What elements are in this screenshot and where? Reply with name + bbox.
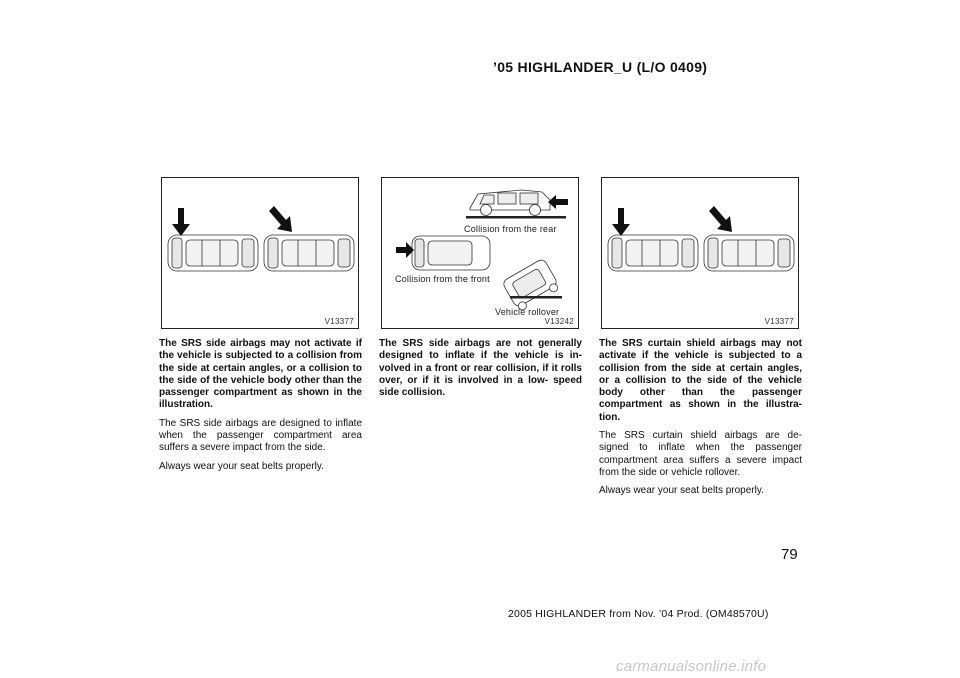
label-rear-collision: Collision from the rear — [464, 224, 557, 234]
figure-code: V13242 — [544, 317, 574, 326]
car-top-view-right — [264, 235, 354, 271]
figure-code: V13377 — [764, 317, 794, 326]
body-paragraph: Always wear your seat belts properly. — [159, 460, 324, 472]
body-paragraph: Always wear your seat belts properly. — [599, 485, 764, 497]
car-top-view-left — [168, 235, 258, 271]
label-vehicle-rollover: Vehicle rollover — [495, 307, 560, 317]
page-footer: 2005 HIGHLANDER from Nov. ’04 Prod. (OM48570U) — [508, 608, 769, 620]
side-collision-illustration — [162, 178, 358, 328]
car-top-view-left — [608, 235, 698, 271]
warning-paragraph: The SRS side airbags are not generally designed to inflate if the vehicle is in- volved in a front or rear collision, if it rolls over, or if it is involved in a low- speed side collision. — [379, 338, 582, 399]
text-column-middle — [379, 338, 582, 405]
page-header: ’05 HIGHLANDER_U (L/O 0409) — [493, 59, 708, 75]
warning-paragraph: The SRS side airbags may not activate if the vehicle is subjected to a collision from the side at certain angles, or a collision to the side of the vehicle body other than the passenger compartment as shown in the illustration. — [159, 338, 362, 411]
text-column-right — [599, 338, 802, 504]
body-paragraph: The SRS side airbags are designed to inflate when the passenger compartment area suffers a severe impact from the side. — [159, 417, 362, 454]
rollover-car — [502, 258, 561, 312]
impact-arrow-angled — [709, 206, 732, 232]
figure-curtain-side-collision — [601, 177, 799, 329]
impact-arrow-down — [612, 208, 630, 236]
side-collision-illustration — [602, 178, 798, 328]
watermark-text: carmanualsonline.info — [616, 658, 767, 675]
rear-impact-arrow — [548, 195, 568, 209]
car-top-view-right — [704, 235, 794, 271]
body-paragraph: The SRS curtain shield airbags are de- signed to inflate when the passenger compartment area suffers a severe impact from the side or vehicle rollover. — [599, 430, 802, 478]
text-column-left — [159, 338, 362, 479]
figure-side-collision-angles — [161, 177, 359, 329]
label-front-collision: Collision from the front — [395, 274, 490, 284]
warning-paragraph: The SRS curtain shield airbags may not activate if the vehicle is subjected to a collision from the side at certain angles, or a collision to the side of the vehicle body other than the passenger compartment as shown in the illustra- tion. — [599, 338, 802, 423]
figure-code: V13377 — [324, 317, 354, 326]
collision-types-illustration — [382, 178, 578, 328]
suv-side-view — [470, 190, 550, 216]
ground-line — [466, 216, 566, 219]
impact-arrow-down — [172, 208, 190, 236]
car-top-view — [412, 236, 490, 270]
front-impact-arrow — [396, 242, 414, 258]
figure-front-rear-rollover — [381, 177, 579, 329]
page-number: 79 — [781, 546, 798, 563]
impact-arrow-angled — [269, 206, 292, 232]
